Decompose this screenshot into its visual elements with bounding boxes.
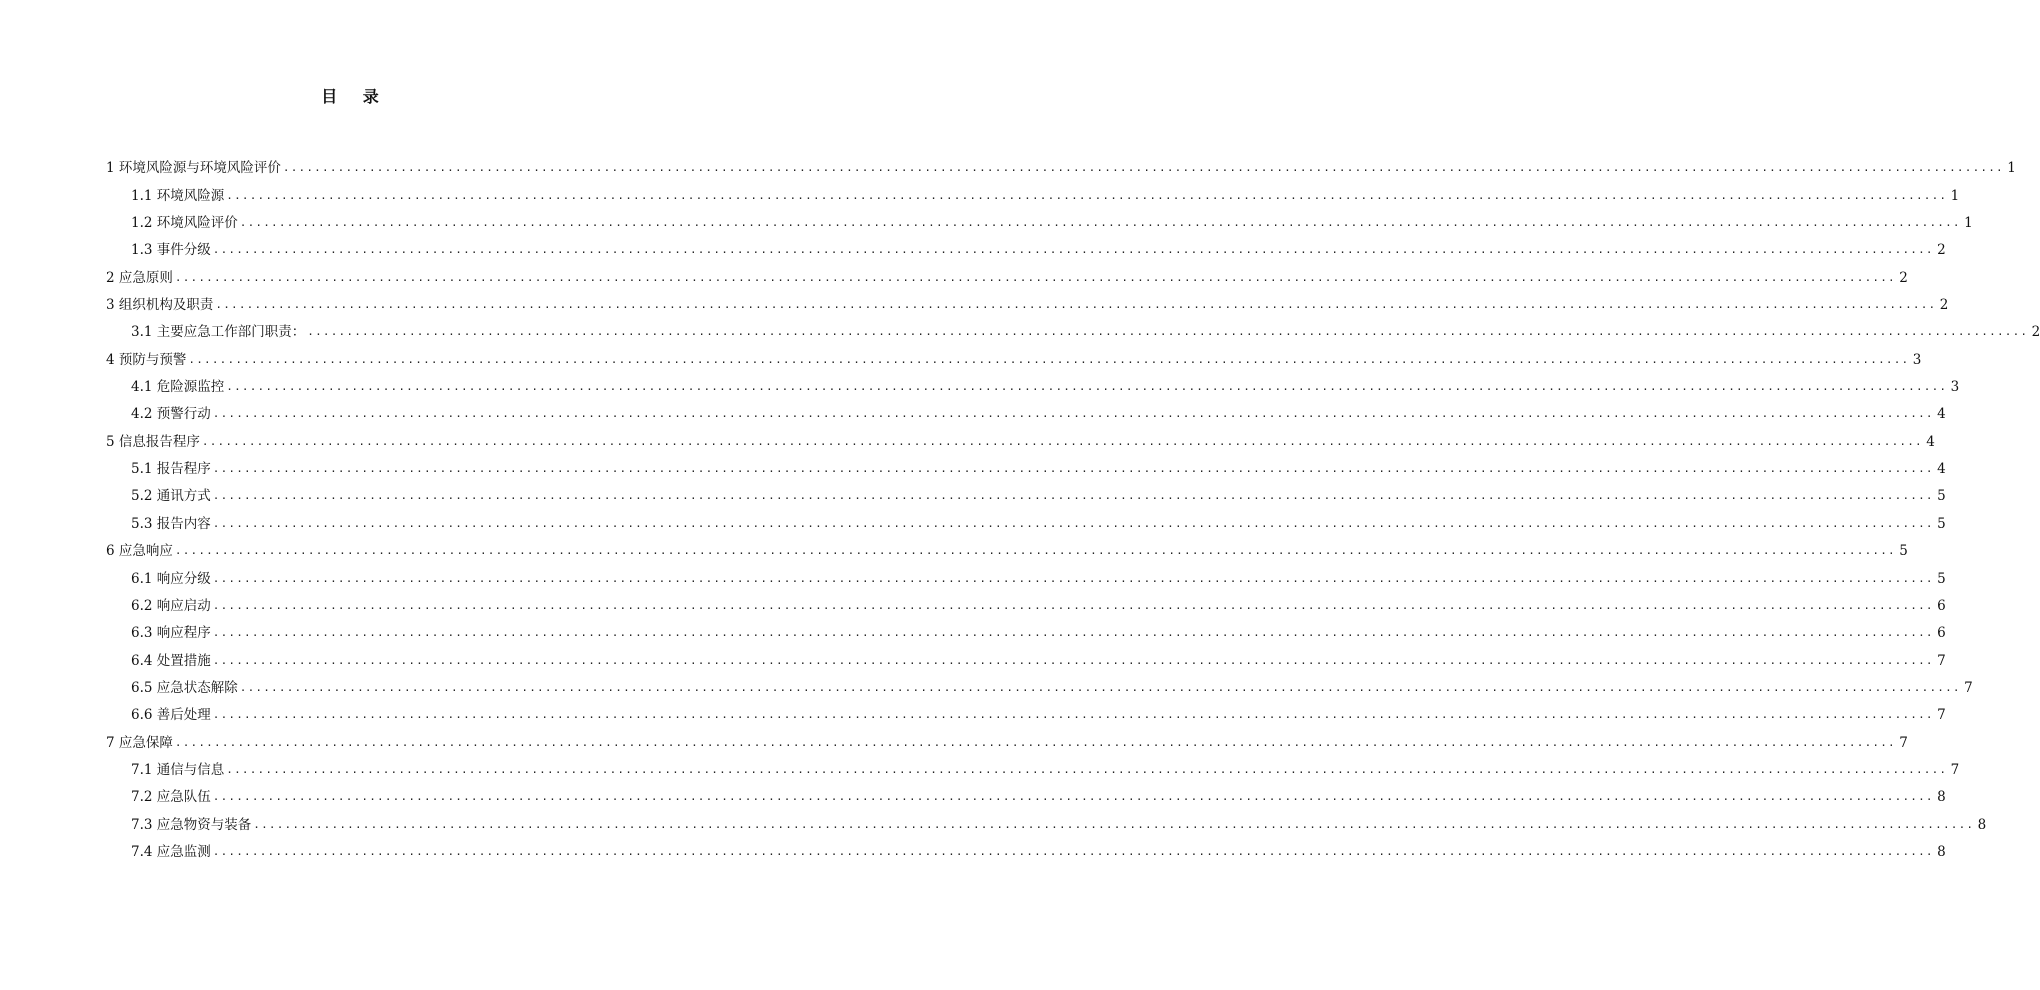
toc-dot-leader: ............................................................................................................................................................................................................................ [212, 598, 1934, 612]
toc-entry-title: 5.3 报告内容 [131, 515, 211, 532]
toc-page-number: 1 [1950, 187, 1960, 204]
toc-dot-leader: ............................................................................................................................................................................................................................ [212, 571, 1934, 585]
toc-page-number: 3 [1912, 351, 1922, 368]
table-of-contents [0, 149, 2040, 860]
page-title: 目 录 [321, 87, 389, 106]
toc-dot-leader: ............................................................................................................................................................................................................................ [174, 544, 1896, 558]
toc-page-number: 2 [1939, 297, 1949, 314]
toc-dot-leader: ............................................................................................................................................................................................................................ [226, 380, 1948, 394]
toc-dot-leader: ............................................................................................................................................................................................................................ [188, 352, 1910, 366]
toc-dot-leader: ............................................................................................................................................................................................................................ [201, 434, 1923, 448]
toc-dot-leader: ............................................................................................................................................................................................................................ [212, 407, 1934, 421]
toc-entry[interactable] [0, 723, 1908, 751]
toc-entry[interactable] [0, 504, 1946, 532]
toc-entry-title: 2 应急原则 [106, 269, 173, 286]
toc-entry[interactable] [0, 231, 1946, 259]
toc-entry[interactable] [0, 696, 1946, 724]
toc-dot-leader: ............................................................................................................................................................................................................................ [212, 653, 1934, 667]
toc-entry[interactable] [0, 422, 1935, 450]
toc-entry[interactable] [0, 176, 1960, 204]
toc-entry-title: 7.2 应急队伍 [131, 789, 211, 806]
toc-page-number: 4 [1926, 433, 1935, 450]
toc-page-number: 7 [1964, 679, 1973, 696]
toc-dot-leader: ............................................................................................................................................................................................................................ [307, 325, 2029, 339]
toc-page-number: 4 [1937, 406, 1946, 423]
toc-page-number: 6 [1937, 625, 1946, 642]
toc-page-number: 2 [2031, 324, 2040, 341]
toc-page-number: 7 [1950, 761, 1960, 778]
toc-page-number: 7 [1937, 652, 1946, 669]
toc-entry-title: 3 组织机构及职责 [106, 297, 214, 314]
toc-entry[interactable] [0, 340, 1922, 368]
toc-page-number: 8 [1977, 816, 1987, 833]
toc-page-number: 2 [1937, 242, 1946, 259]
toc-entry-title: 1 环境风险源与环境风险评价 [106, 160, 281, 177]
toc-entry-title: 4 预防与预警 [106, 351, 187, 368]
toc-entry-title: 6.2 响应启动 [131, 597, 211, 614]
toc-page-number: 6 [1937, 597, 1946, 614]
toc-dot-leader: ............................................................................................................................................................................................................................ [212, 626, 1934, 640]
toc-entry-title: 7.3 应急物资与装备 [131, 816, 252, 833]
toc-dot-leader: ............................................................................................................................................................................................................................ [212, 844, 1934, 858]
toc-page-number: 5 [1937, 570, 1946, 587]
toc-page-number: 5 [1937, 515, 1946, 532]
toc-entry-title: 7.1 通信与信息 [131, 761, 225, 778]
toc-entry-title: 5 信息报告程序 [106, 433, 200, 450]
toc-entry-title: 1.2 环境风险评价 [131, 215, 238, 232]
toc-entry-title: 6.1 响应分级 [131, 570, 211, 587]
toc-dot-leader: ............................................................................................................................................................................................................................ [253, 817, 1975, 831]
toc-entry[interactable] [0, 532, 1908, 560]
toc-entry[interactable] [0, 395, 1946, 423]
toc-entry-title: 4.1 危险源监控 [131, 379, 225, 396]
toc-entry[interactable] [0, 614, 1946, 642]
toc-page-number: 5 [1937, 488, 1946, 505]
toc-entry[interactable] [0, 559, 1946, 587]
toc-page-number: 1 [2007, 160, 2016, 177]
toc-dot-leader: ............................................................................................................................................................................................................................ [212, 489, 1934, 503]
toc-entry-title: 6.6 善后处理 [131, 707, 211, 724]
toc-dot-leader: ............................................................................................................................................................................................................................ [212, 516, 1934, 530]
toc-page-number: 7 [1937, 707, 1946, 724]
toc-entry[interactable] [0, 641, 1946, 669]
toc-entry[interactable] [0, 805, 1987, 833]
toc-entry[interactable] [0, 477, 1946, 505]
toc-page-number: 7 [1899, 734, 1908, 751]
toc-entry-title: 6.5 应急状态解除 [131, 679, 238, 696]
toc-dot-leader: ............................................................................................................................................................................................................................ [226, 188, 1948, 202]
toc-dot-leader: ............................................................................................................................................................................................................................ [239, 216, 1961, 230]
toc-dot-leader: ............................................................................................................................................................................................................................ [212, 243, 1934, 257]
toc-page-number: 2 [1899, 269, 1908, 286]
toc-dot-leader: ............................................................................................................................................................................................................................ [174, 735, 1896, 749]
toc-entry-title: 7 应急保障 [106, 734, 173, 751]
toc-dot-leader: ............................................................................................................................................................................................................................ [239, 680, 1961, 694]
toc-page-number: 1 [1964, 215, 1973, 232]
toc-entry-title: 4.2 预警行动 [131, 406, 211, 423]
toc-page-number: 8 [1937, 789, 1946, 806]
toc-entry-title: 6 应急响应 [106, 543, 173, 560]
toc-entry-title: 5.2 通讯方式 [131, 488, 211, 505]
toc-dot-leader: ............................................................................................................................................................................................................................ [212, 790, 1934, 804]
toc-entry[interactable] [0, 833, 1946, 860]
toc-dot-leader: ............................................................................................................................................................................................................................ [212, 708, 1934, 722]
toc-page-number: 8 [1937, 843, 1946, 860]
toc-entry[interactable] [0, 587, 1946, 614]
toc-entry[interactable] [0, 258, 1908, 286]
toc-entry[interactable] [0, 204, 1973, 232]
toc-entry[interactable] [0, 450, 1946, 478]
toc-entry[interactable] [0, 751, 1960, 778]
toc-entry[interactable] [0, 669, 1973, 696]
toc-entry[interactable] [0, 286, 1949, 314]
toc-entry-title: 5.1 报告程序 [131, 461, 211, 478]
toc-dot-leader: ............................................................................................................................................................................................................................ [212, 462, 1934, 476]
toc-entry-title: 7.4 应急监测 [131, 843, 211, 860]
toc-entry[interactable] [0, 368, 1960, 396]
toc-entry[interactable] [0, 149, 2016, 177]
toc-dot-leader: ............................................................................................................................................................................................................................ [215, 298, 1937, 312]
toc-dot-leader: ............................................................................................................................................................................................................................ [226, 762, 1948, 776]
toc-page-number: 5 [1899, 543, 1908, 560]
toc-dot-leader: ............................................................................................................................................................................................................................ [174, 270, 1896, 284]
toc-entry[interactable] [0, 778, 1946, 806]
toc-entry-title: 1.3 事件分级 [131, 242, 211, 259]
toc-page-number: 3 [1950, 379, 1960, 396]
toc-page-number: 4 [1937, 461, 1946, 478]
toc-entry[interactable] [0, 313, 2040, 341]
toc-entry-title: 1.1 环境风险源 [131, 187, 225, 204]
toc-dot-leader: ............................................................................................................................................................................................................................ [282, 161, 2004, 175]
toc-entry-title: 6.3 响应程序 [131, 625, 211, 642]
toc-entry-title: 6.4 处置措施 [131, 652, 211, 669]
toc-entry-title: 3.1 主要应急工作部门职责： [131, 324, 306, 341]
